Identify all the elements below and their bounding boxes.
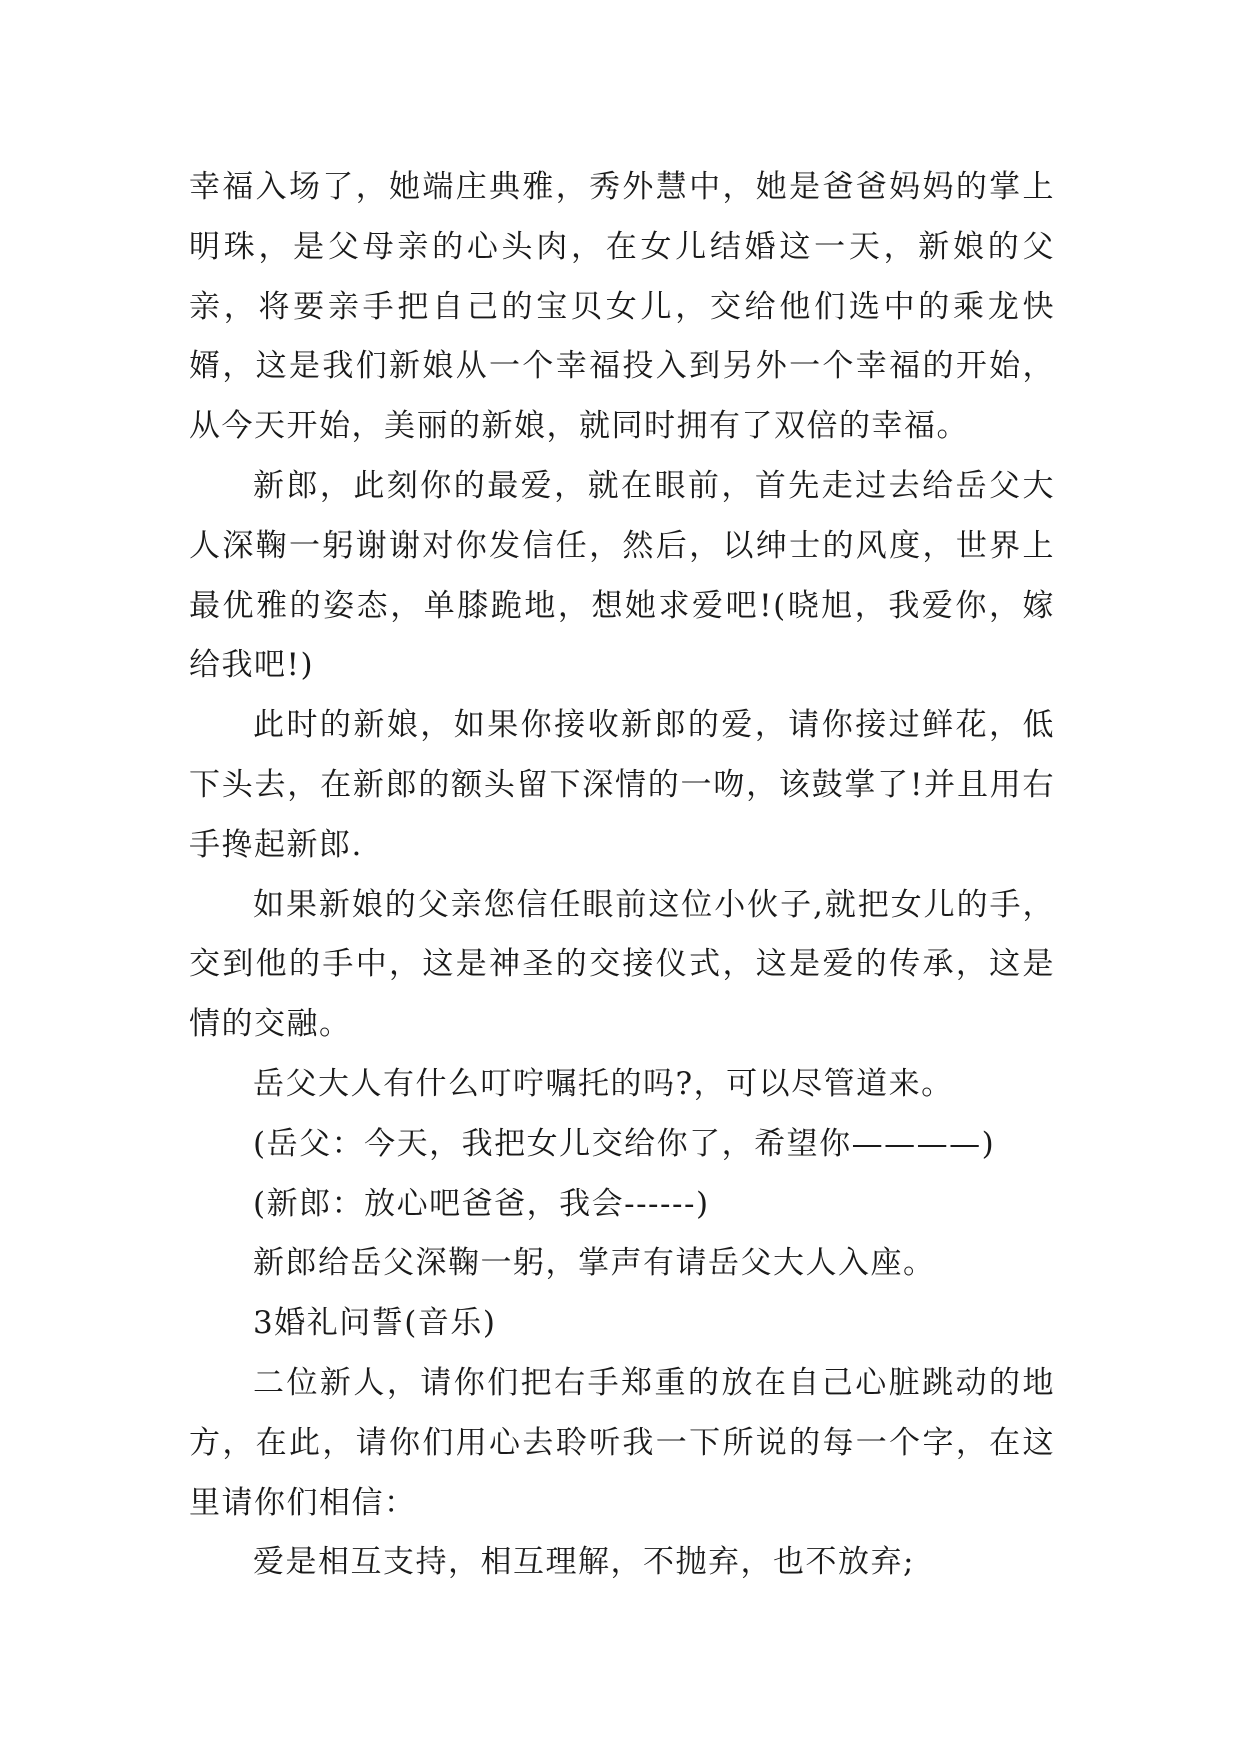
paragraph-3: 此时的新娘，如果你接收新郎的爱，请你接过鲜花，低下头去，在新郎的额头留下深情的一吻，该鼓掌了!并且用右手搀起新郎.: [189, 707, 1055, 863]
paragraph-10: 爱是相互支持，相互理解，不抛弃，也不放弃;: [253, 1544, 915, 1581]
paragraph-8: 新郎给岳父深鞠一躬，掌声有请岳父大人入座。: [253, 1245, 936, 1282]
paragraph-5: 岳父大人有什么叮咛嘱托的吗?，可以尽管道来。: [253, 1065, 954, 1102]
section-heading: 3婚礼问誓(音乐): [253, 1305, 497, 1342]
paragraph-6: (岳父：今天，我把女儿交给你了，希望你————): [253, 1125, 996, 1162]
paragraph-4: 如果新娘的父亲您信任眼前这位小伙子,就把女儿的手，交到他的手中，这是神圣的交接仪式，这是爱的传承，这是情的交融。: [189, 886, 1055, 1043]
paragraph-1: 幸福入场了，她端庄典雅，秀外慧中，她是爸爸妈妈的掌上明珠，是父母亲的心头肉，在女儿结婚这一天，新娘的父亲，将要亲手把自己的宝贝女儿，交给他们选中的乘龙快婿，这是我们新娘从一个幸福投入到另外一个幸福的开始，从今天开始，美丽的新娘，就同时拥有了双倍的幸福。: [189, 169, 1055, 445]
document-body: [189, 158, 1055, 1593]
paragraph-7: (新郎：放心吧爸爸，我会------): [253, 1185, 710, 1222]
paragraph-2: 新郎，此刻你的最爱，就在眼前，首先走过去给岳父大人深鞠一躬谢谢对你发信任，然后，以绅士的风度，世界上最优雅的姿态，单膝跪地，想她求爱吧!(晓旭，我爱你，嫁给我吧!): [189, 467, 1055, 684]
paragraph-9: 二位新人，请你们把右手郑重的放在自己心脏跳动的地方，在此，请你们用心去聆听我一下所说的每一个字，在这里请你们相信：: [189, 1364, 1055, 1521]
